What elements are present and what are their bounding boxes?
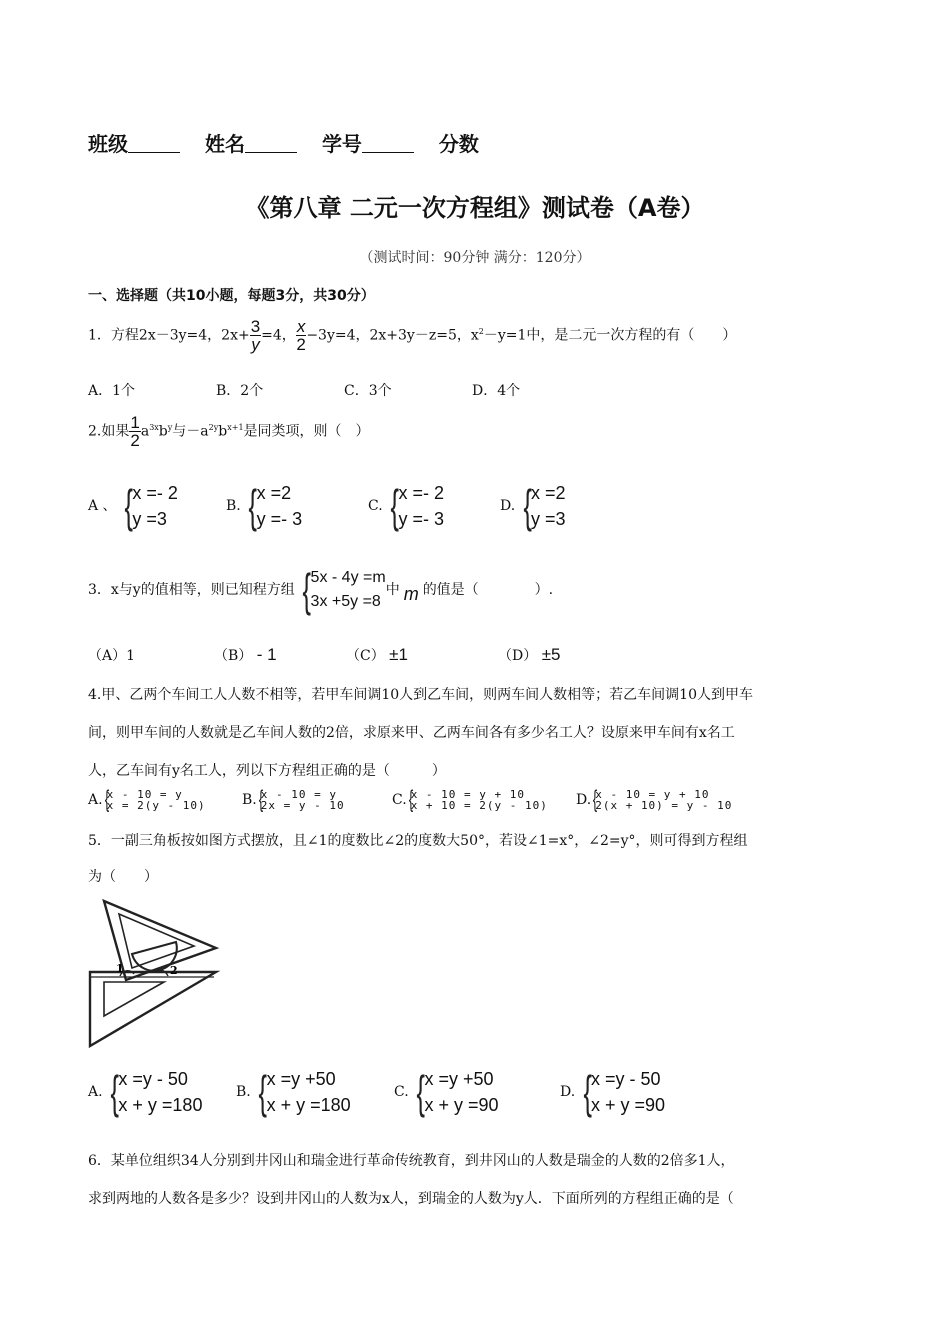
q5-option-b-system: { x =y +50 x + y =180 [258,1066,351,1118]
q2-frac-den: 2 [130,431,140,450]
q2-b-eq1: x =2 [256,483,292,503]
q1-fraction-1 [250,318,261,353]
q1-text-a: 1．方程2x－3y=4，2x+ [88,327,250,344]
class-blank[interactable] [128,134,180,153]
q5-option-b-label: B. [236,1084,251,1100]
q4-b-eq1: x - 10 = y [260,788,337,801]
q3-eq1: 5x - 4y =m [310,569,386,586]
q4-option-d-label: D. [576,792,592,808]
q4-c-eq1: x - 10 = y + 10 [410,788,526,801]
q1-sup: 2 [478,326,484,336]
q4-line-3: 人，乙车间有y名工人，列以下方程组正确的是（ ） [88,763,446,779]
q3-option-d-value: ±5 [541,645,561,664]
q5-option-b[interactable] [236,1066,351,1118]
student-info-header [88,128,479,157]
q3-text-b: 中 [385,582,400,598]
q1-fraction-2 [296,318,307,353]
score-label: 分数 [438,132,479,156]
q5-line-1: 5．一副三角板按如图方式摆放，且∠1的度数比∠2的度数大50°，若设∠1=x°，∠2=y°，则可得到方程组 [88,833,748,849]
q4-option-c[interactable] [392,788,548,812]
q2-fraction [129,414,140,449]
q5-line-2: 为（ ） [88,869,158,885]
q3-option-d-label: （D） [498,648,538,664]
q1-text-c: −3y=4，2x+3y－z=5，x [306,327,479,344]
q2-option-d-label: D. [500,498,516,514]
q2-option-c-label: C. [368,498,383,514]
q5-option-a-system: { x =y - 50 x + y =180 [110,1066,203,1118]
q3-option-a[interactable]: （A）1 [88,648,136,664]
q5-option-d[interactable] [560,1066,665,1118]
q5-b-eq2: x + y =180 [266,1095,351,1115]
q3-option-b-value: - 1 [256,645,277,664]
lower-triangle-inner [104,982,164,1016]
q1-option-d[interactable]: D．4个 [472,383,521,399]
q5-c-eq2: x + y =90 [424,1095,499,1115]
lower-triangle-ruler [90,972,216,1046]
q2-text-e: b [218,423,228,440]
q1-option-b[interactable]: B．2个 [216,383,264,399]
q5-a-eq1: x =y - 50 [118,1069,188,1089]
exam-subtitle: （测试时间：90分钟 满分：120分） [359,250,591,266]
q4-option-c-label: C. [392,792,407,808]
q1-frac1-den: y [251,335,260,354]
q2-option-d-system: { x =2 y =3 [523,480,566,532]
q5-option-a-label: A. [88,1084,103,1100]
angle-1-label: 1 [116,962,124,975]
q5-b-eq1: x =y +50 [266,1069,336,1089]
q3-option-c[interactable] [346,645,408,665]
q6-line-2: 求到两地的人数各是多少？设到井冈山的人数为x人，到瑞金的人数为y人．下面所列的方程组正确的是（ [88,1191,734,1207]
class-label: 班级 [88,132,128,156]
student-id-blank[interactable] [362,134,414,153]
name-label: 姓名 [204,132,245,156]
question-3 [88,566,553,614]
q1-frac1-num: 3 [250,317,261,336]
q2-option-b-label: B. [226,498,241,514]
q1-frac2-den: 2 [296,335,306,354]
q1-frac2-num: x [296,317,306,336]
q5-option-c[interactable] [394,1066,499,1118]
q5-d-eq2: x + y =90 [591,1095,666,1115]
q4-d-eq2: 2(x + 10) = y - 10 [595,799,733,812]
q4-option-c-system: { x - 10 = y + 10 x + 10 = 2(y - 10) [408,786,548,813]
q2-c-eq2: y =- 3 [398,509,445,529]
q4-option-b-system: { x - 10 = y 2x = y - 10 [258,786,345,813]
q2-sup4: x+1 [227,422,244,432]
q2-c-eq1: x =- 2 [398,483,445,503]
q4-d-eq1: x - 10 = y + 10 [595,788,710,801]
q5-option-a[interactable] [88,1066,202,1118]
q4-option-b[interactable] [242,788,345,812]
q2-text-d: 与－a [172,423,209,440]
q2-option-c-system: { x =- 2 y =- 3 [390,480,445,532]
q5-d-eq1: x =y - 50 [591,1069,661,1089]
q1-option-a[interactable]: A．1个 [88,383,136,399]
q2-frac-num: 1 [130,413,140,432]
q3-option-b[interactable] [214,645,277,665]
q2-sup2: y [167,422,173,432]
q2-text-f: 是同类项，则（ ） [243,423,370,440]
question-2 [88,414,370,449]
q4-option-b-label: B. [242,792,257,808]
q3-text-a: 3．x与y的值相等，则已知程方组 [88,582,295,598]
q2-option-a[interactable] [88,480,178,532]
q5-option-c-label: C. [394,1084,409,1100]
q4-option-d-system: { x - 10 = y + 10 2(x + 10) = y - 10 [592,786,733,813]
q4-option-a-system: { x - 10 = y x = 2(y - 10) [104,786,206,813]
q2-text-b: a [140,423,150,440]
q2-sup3: 2y [208,422,219,432]
question-1 [88,318,736,353]
q4-option-a[interactable] [88,788,206,812]
q4-c-eq2: x + 10 = 2(y - 10) [410,799,548,812]
q3-system: { 5x - 4y =m 3x +5y =8 [302,564,386,616]
q1-option-c[interactable]: C．3个 [344,383,392,399]
angle-2-label: 2 [170,964,178,977]
q2-a-eq1: x =- 2 [132,483,178,503]
q2-a-eq2: y =3 [132,509,167,529]
q3-option-b-label: （B） [214,648,253,664]
q3-eq2: 3x +5y =8 [310,593,381,610]
q2-text-c: b [158,423,168,440]
q5-option-d-label: D. [560,1084,576,1100]
q2-option-b[interactable] [226,480,302,532]
q3-option-c-label: （C） [346,648,385,664]
q2-d-eq2: y =3 [531,509,566,529]
student-id-label: 学号 [321,132,362,156]
q3-option-d[interactable] [498,645,560,665]
q6-line-1: 6．某单位组织34人分别到井冈山和瑞金进行革命传统教育，到井冈山的人数是瑞金的人数的2倍多1人， [88,1153,735,1169]
section-heading: 一、选择题（共10小题，每题3分，共30分） [88,288,375,304]
triangle-rulers-figure [86,898,226,1048]
q4-b-eq2: 2x = y - 10 [260,799,345,812]
q4-a-eq1: x - 10 = y [106,788,183,801]
q2-option-a-system: { x =- 2 y =3 [124,480,178,532]
q2-option-a-label: A 、 [88,498,117,514]
q2-d-eq1: x =2 [531,483,566,503]
q4-option-d[interactable] [576,788,732,812]
q4-option-a-label: A. [88,792,103,808]
q4-line-1: 4.甲、乙两个车间工人人数不相等，若甲车间调10人到乙车间，则两车间人数相等；若乙车间调10人到甲车 [88,687,753,703]
q5-c-eq1: x =y +50 [424,1069,494,1089]
q3-option-c-value: ±1 [389,645,408,664]
q2-option-c[interactable] [368,480,444,532]
q3-variable-m: m [403,584,419,604]
q5-a-eq2: x + y =180 [118,1095,203,1115]
q2-text-a: 2.如果 [88,423,130,440]
exam-title: 《第八章 二元一次方程组》测试卷（A卷） [245,194,705,222]
name-blank[interactable] [245,134,297,153]
q5-option-c-system: { x =y +50 x + y =90 [416,1066,499,1118]
q2-option-d[interactable] [500,480,566,532]
q4-a-eq2: x = 2(y - 10) [106,799,206,812]
q4-line-2: 间，则甲车间的人数就是乙车间人数的2倍，求原来甲、乙两车间各有多少名工人？设原来甲车间有x名工 [88,725,735,741]
q2-b-eq2: y =- 3 [256,509,303,529]
q3-text-c: 的值是（ ）. [422,582,554,598]
q2-sup1: 3x [149,422,159,432]
q2-option-b-system: { x =2 y =- 3 [248,480,303,532]
q5-option-d-system: { x =y - 50 x + y =90 [583,1066,666,1118]
q1-text-b: =4， [261,327,296,344]
q1-text-d: －y=1中，是二元一次方程的有（ ） [483,327,737,344]
